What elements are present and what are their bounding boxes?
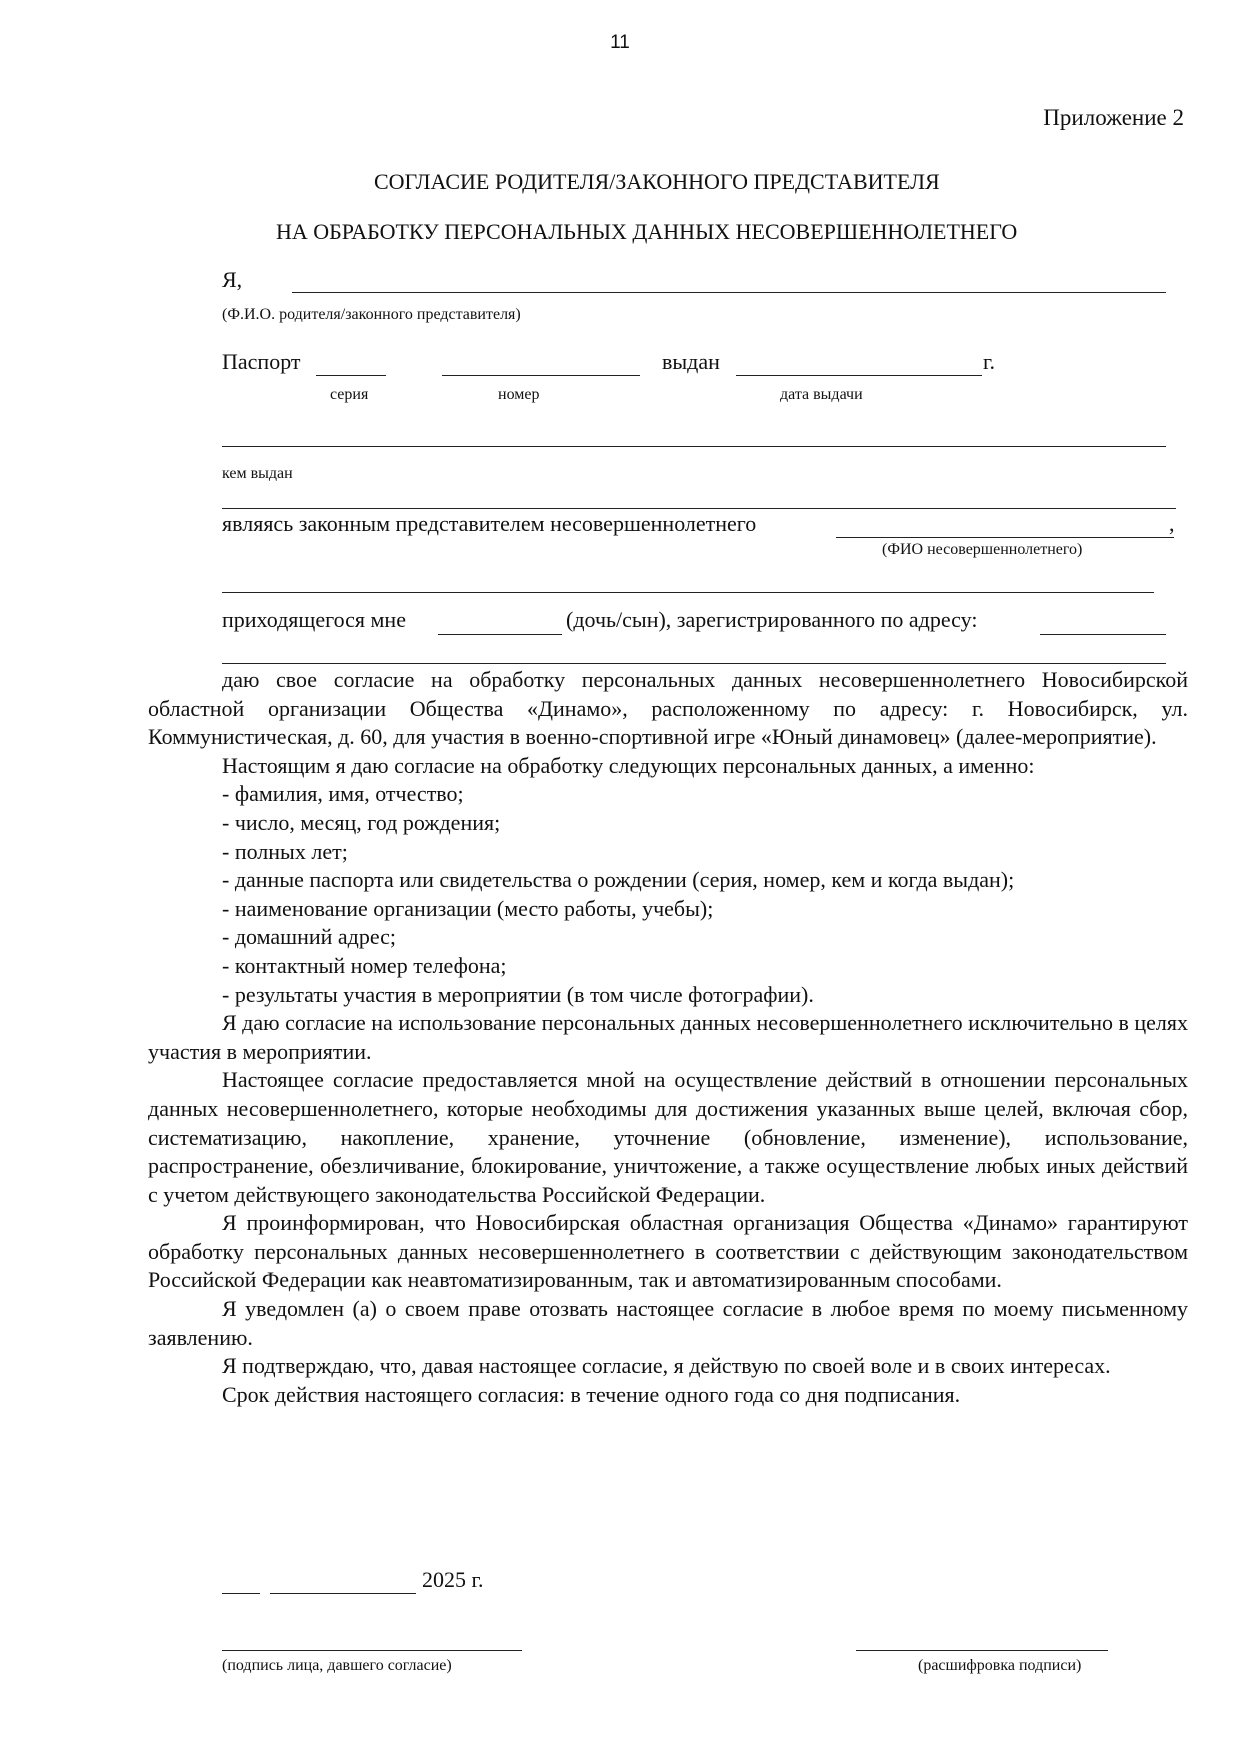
- issued-label: выдан: [662, 349, 720, 374]
- decoding-field[interactable]: [856, 1650, 1108, 1651]
- parent-name-field[interactable]: [292, 292, 1166, 293]
- issued-by-field-2[interactable]: [222, 508, 1176, 509]
- list-item: - контактный номер телефона;: [222, 952, 507, 978]
- number-caption: номер: [498, 386, 540, 403]
- date-month-field[interactable]: [270, 1593, 416, 1594]
- ya-label: Я,: [222, 267, 243, 292]
- issued-by-field[interactable]: [222, 446, 1166, 447]
- minor-name-field-2[interactable]: [222, 592, 1154, 593]
- issued-by-caption: кем выдан: [222, 465, 293, 482]
- representative-text: являясь законным представителем несовершеннолетнего: [222, 511, 757, 536]
- list-item: - фамилия, имя, отчество;: [222, 781, 464, 807]
- title-line-2: НА ОБРАБОТКУ ПЕРСОНАЛЬНЫХ ДАННЫХ НЕСОВЕРШЕННОЛЕТНЕГО: [276, 219, 1018, 244]
- address-field-2[interactable]: [222, 663, 1166, 664]
- passport-series-field[interactable]: [316, 375, 386, 376]
- parent-name-caption: (Ф.И.О. родителя/законного представителя): [222, 306, 521, 323]
- list-item: - наименование организации (место работы, учебы);: [222, 895, 714, 921]
- list-item: - данные паспорта или свидетельства о рождении (серия, номер, кем и когда выдан);: [222, 867, 1015, 893]
- consent-body: [148, 666, 1188, 1409]
- passport-date-field[interactable]: [736, 375, 982, 376]
- list-item: - домашний адрес;: [222, 924, 397, 950]
- comma: ,: [1169, 511, 1175, 536]
- paragraph: Я подтверждаю, что, давая настоящее согласие, я действую по своей воле и в своих интересах.: [222, 1353, 1111, 1379]
- date-day-field[interactable]: [222, 1593, 260, 1594]
- paragraph: Я проинформирован, что Новосибирская областная организация Общества «Динамо» гарантируют обработку персональных данных несовершеннолетнего в соответствии с действующим законодательством Российской Федерации как неавтоматизированным, так и автоматизированным способами.: [148, 1210, 1188, 1293]
- paragraph: даю свое согласие на обработку персональных данных несовершеннолетнего Новосибирской областной организации Общества «Динамо», расположенному по адресу: г. Новосибирск, ул. Коммунистическая, д. 60, для участия в военно-спортивной игре «Юный динамовец» (далее-мероприятие).: [148, 667, 1188, 750]
- paragraph: Настоящее согласие предоставляется мной на осуществление действий в отношении персональных данных несовершеннолетнего, которые необходимы для достижения указанных выше целей, включая сбор, систематизацию, накопление, хранение, уточнение (обновление, изменение), использование, распространение, обезличивание, блокирование, уничтожение, а также осуществление любых иных действий с учетом действующего законодательства Российской Федерации.: [148, 1067, 1188, 1207]
- date-caption: дата выдачи: [780, 386, 863, 403]
- appendix-label: Приложение 2: [1043, 105, 1184, 130]
- paragraph: Я даю согласие на использование персональных данных несовершеннолетнего исключительно в целях участия в мероприятии.: [148, 1010, 1189, 1064]
- relation-middle: (дочь/сын), зарегистрированного по адресу:: [566, 607, 978, 632]
- paragraph: Настоящим я даю согласие на обработку следующих персональных данных, а именно:: [222, 752, 1035, 778]
- year-suffix: г.: [983, 349, 996, 374]
- passport-number-field[interactable]: [442, 375, 640, 376]
- signature-caption: (подпись лица, давшего согласие): [222, 1657, 452, 1674]
- page-number: 11: [610, 32, 630, 53]
- decoding-caption: (расшифровка подписи): [918, 1657, 1082, 1674]
- list-item: - полных лет;: [222, 838, 348, 864]
- minor-name-field[interactable]: [836, 537, 1174, 538]
- title-line-1: СОГЛАСИЕ РОДИТЕЛЯ/ЗАКОННОГО ПРЕДСТАВИТЕЛЯ: [374, 169, 940, 194]
- passport-label: Паспорт: [222, 349, 301, 374]
- list-item: - результаты участия в мероприятии (в том числе фотографии).: [222, 981, 814, 1007]
- address-field[interactable]: [1040, 634, 1166, 635]
- paragraph: Я уведомлен (а) о своем праве отозвать настоящее согласие в любое время по моему письменному заявлению.: [148, 1296, 1188, 1350]
- date-year: 2025 г.: [422, 1567, 484, 1592]
- series-caption: серия: [330, 386, 369, 403]
- signature-field[interactable]: [222, 1650, 522, 1651]
- relation-field[interactable]: [438, 634, 562, 635]
- paragraph: Срок действия настоящего согласия: в течение одного года со дня подписания.: [222, 1381, 961, 1407]
- minor-name-caption: (ФИО несовершеннолетнего): [882, 541, 1083, 558]
- relation-prefix: приходящегося мне: [222, 607, 406, 632]
- list-item: - число, месяц, год рождения;: [222, 809, 501, 835]
